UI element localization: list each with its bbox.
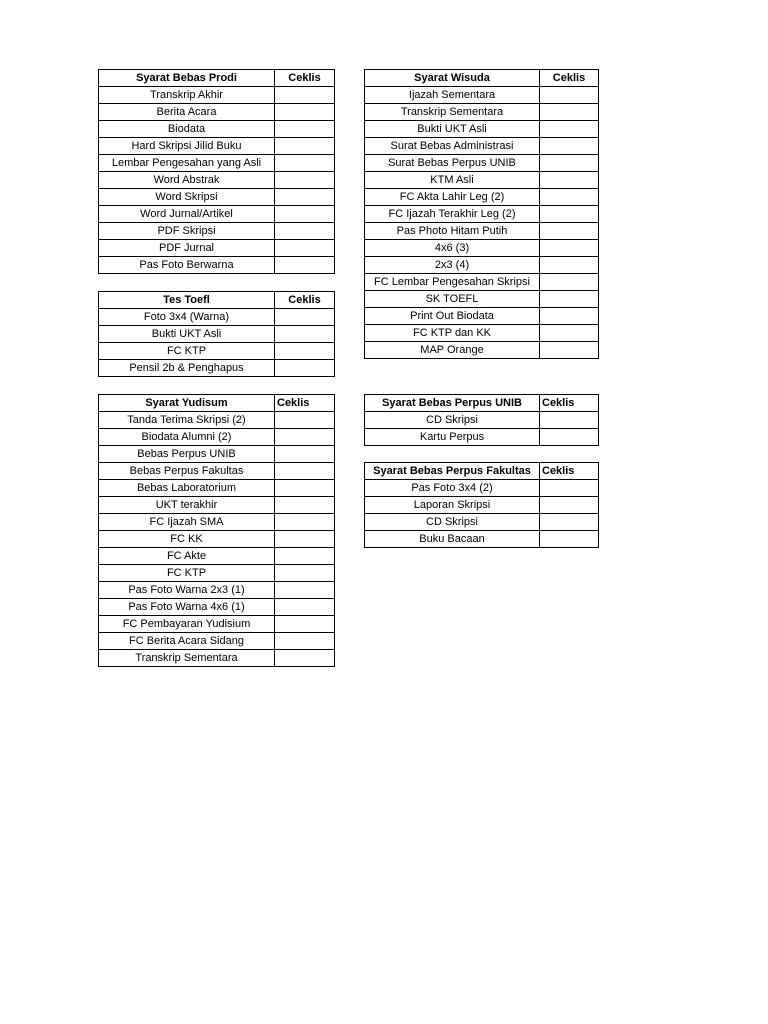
checklist-row bbox=[365, 104, 599, 121]
checklist-row bbox=[99, 633, 335, 650]
requirement-label: FC Akta Lahir Leg (2) bbox=[365, 189, 540, 206]
checklist-row bbox=[365, 138, 599, 155]
check-cell[interactable] bbox=[275, 497, 335, 514]
checklist-row bbox=[365, 429, 599, 446]
requirement-label: Bebas Perpus Fakultas bbox=[99, 463, 275, 480]
table-header-row bbox=[99, 292, 335, 309]
check-cell[interactable] bbox=[540, 480, 599, 497]
requirement-label: PDF Jurnal bbox=[99, 240, 275, 257]
checklist-row bbox=[99, 104, 335, 121]
requirement-label: FC Ijazah Terakhir Leg (2) bbox=[365, 206, 540, 223]
requirement-label: Surat Bebas Perpus UNIB bbox=[365, 155, 540, 172]
requirement-label: FC Pembayaran Yudisium bbox=[99, 616, 275, 633]
check-cell[interactable] bbox=[540, 104, 599, 121]
check-cell[interactable] bbox=[275, 343, 335, 360]
check-cell[interactable] bbox=[540, 223, 599, 240]
toefl-table bbox=[98, 291, 335, 377]
requirement-label: Pas Photo Hitam Putih bbox=[365, 223, 540, 240]
requirement-label: FC Akte bbox=[99, 548, 275, 565]
toefl-check-header: Ceklis bbox=[275, 292, 335, 309]
check-cell[interactable] bbox=[275, 172, 335, 189]
prodi-check-header: Ceklis bbox=[275, 70, 335, 87]
requirement-label: Bebas Perpus UNIB bbox=[99, 446, 275, 463]
checklist-row bbox=[365, 87, 599, 104]
check-cell[interactable] bbox=[275, 480, 335, 497]
perpus-fakultas-header: Syarat Bebas Perpus Fakultas bbox=[365, 463, 540, 480]
check-cell[interactable] bbox=[275, 429, 335, 446]
checklist-row bbox=[99, 548, 335, 565]
checklist-row bbox=[99, 343, 335, 360]
checklist-row bbox=[99, 240, 335, 257]
checklist-row bbox=[99, 531, 335, 548]
toefl-header: Tes Toefl bbox=[99, 292, 275, 309]
requirement-label: FC Lembar Pengesahan Skripsi bbox=[365, 274, 540, 291]
checklist-row bbox=[365, 325, 599, 342]
checklist-row bbox=[99, 189, 335, 206]
check-cell[interactable] bbox=[540, 429, 599, 446]
checklist-row bbox=[99, 172, 335, 189]
perpus-unib-header: Syarat Bebas Perpus UNIB bbox=[365, 395, 540, 412]
requirement-label: Word Skripsi bbox=[99, 189, 275, 206]
table-header-row bbox=[99, 70, 335, 87]
checklist-row bbox=[99, 514, 335, 531]
checklist-row bbox=[365, 274, 599, 291]
checklist-row bbox=[99, 429, 335, 446]
yudisium-check-header: Ceklis bbox=[275, 395, 335, 412]
requirement-label: Bukti UKT Asli bbox=[365, 121, 540, 138]
check-cell[interactable] bbox=[275, 463, 335, 480]
checklist-row bbox=[365, 412, 599, 429]
check-cell[interactable] bbox=[275, 599, 335, 616]
requirement-label: Pas Foto Berwarna bbox=[99, 257, 275, 274]
requirement-label: Lembar Pengesahan yang Asli bbox=[99, 155, 275, 172]
checklist-row bbox=[365, 223, 599, 240]
checklist-row bbox=[365, 514, 599, 531]
requirement-label: Biodata Alumni (2) bbox=[99, 429, 275, 446]
check-cell[interactable] bbox=[540, 274, 599, 291]
checklist-row bbox=[99, 412, 335, 429]
checklist-row bbox=[365, 240, 599, 257]
check-cell[interactable] bbox=[275, 633, 335, 650]
checklist-row bbox=[365, 189, 599, 206]
check-cell[interactable] bbox=[275, 121, 335, 138]
requirement-label: CD Skripsi bbox=[365, 412, 540, 429]
checklist-row bbox=[365, 497, 599, 514]
wisuda-header: Syarat Wisuda bbox=[365, 70, 540, 87]
checklist-row bbox=[99, 463, 335, 480]
checklist-row bbox=[99, 155, 335, 172]
checklist-row bbox=[99, 138, 335, 155]
yudisium-table bbox=[98, 394, 335, 667]
checklist-row bbox=[99, 223, 335, 240]
requirement-label: FC Ijazah SMA bbox=[99, 514, 275, 531]
requirement-label: Buku Bacaan bbox=[365, 531, 540, 548]
check-cell[interactable] bbox=[540, 121, 599, 138]
requirement-label: Bebas Laboratorium bbox=[99, 480, 275, 497]
check-cell[interactable] bbox=[540, 531, 599, 548]
check-cell[interactable] bbox=[275, 309, 335, 326]
requirement-label: FC KK bbox=[99, 531, 275, 548]
requirement-label: Pas Foto 3x4 (2) bbox=[365, 480, 540, 497]
checklist-row bbox=[365, 308, 599, 325]
checklist-row bbox=[99, 360, 335, 377]
requirement-label: FC Berita Acara Sidang bbox=[99, 633, 275, 650]
checklist-row bbox=[99, 257, 335, 274]
checklist-row bbox=[99, 497, 335, 514]
perpus-unib-table bbox=[364, 394, 599, 446]
check-cell[interactable] bbox=[275, 360, 335, 377]
check-cell[interactable] bbox=[540, 325, 599, 342]
requirement-label: MAP Orange bbox=[365, 342, 540, 359]
checklist-row bbox=[99, 87, 335, 104]
requirement-label: Ijazah Sementara bbox=[365, 87, 540, 104]
checklist-row bbox=[99, 326, 335, 343]
requirement-label: Transkrip Akhir bbox=[99, 87, 275, 104]
requirement-label: 2x3 (4) bbox=[365, 257, 540, 274]
checklist-row bbox=[365, 291, 599, 308]
requirement-label: Berita Acara bbox=[99, 104, 275, 121]
requirement-label: FC KTP dan KK bbox=[365, 325, 540, 342]
check-cell[interactable] bbox=[275, 412, 335, 429]
requirement-label: Print Out Biodata bbox=[365, 308, 540, 325]
checklist-row bbox=[365, 531, 599, 548]
check-cell[interactable] bbox=[540, 206, 599, 223]
table-header-row bbox=[99, 395, 335, 412]
check-cell[interactable] bbox=[275, 138, 335, 155]
check-cell[interactable] bbox=[275, 257, 335, 274]
checklist-row bbox=[365, 206, 599, 223]
requirement-label: Word Jurnal/Artikel bbox=[99, 206, 275, 223]
check-cell[interactable] bbox=[275, 531, 335, 548]
check-cell[interactable] bbox=[540, 514, 599, 531]
requirement-label: Pas Foto Warna 4x6 (1) bbox=[99, 599, 275, 616]
checklist-row bbox=[365, 257, 599, 274]
requirement-label: 4x6 (3) bbox=[365, 240, 540, 257]
check-cell[interactable] bbox=[275, 155, 335, 172]
checklist-row bbox=[99, 599, 335, 616]
check-cell[interactable] bbox=[540, 138, 599, 155]
checklist-row bbox=[99, 565, 335, 582]
requirement-label: Transkrip Sementara bbox=[365, 104, 540, 121]
perpus-fakultas-table bbox=[364, 462, 599, 548]
check-cell[interactable] bbox=[540, 257, 599, 274]
check-cell[interactable] bbox=[540, 189, 599, 206]
check-cell[interactable] bbox=[540, 342, 599, 359]
prodi-table bbox=[98, 69, 335, 274]
requirement-label: FC KTP bbox=[99, 343, 275, 360]
requirement-label: Surat Bebas Administrasi bbox=[365, 138, 540, 155]
check-cell[interactable] bbox=[275, 189, 335, 206]
check-cell[interactable] bbox=[540, 87, 599, 104]
perpus-unib-check-header: Ceklis bbox=[540, 395, 599, 412]
wisuda-check-header: Ceklis bbox=[540, 70, 599, 87]
check-cell[interactable] bbox=[540, 291, 599, 308]
requirement-label: SK TOEFL bbox=[365, 291, 540, 308]
prodi-header: Syarat Bebas Prodi bbox=[99, 70, 275, 87]
check-cell[interactable] bbox=[275, 616, 335, 633]
requirement-label: Word Abstrak bbox=[99, 172, 275, 189]
requirement-label: FC KTP bbox=[99, 565, 275, 582]
checklist-row bbox=[99, 121, 335, 138]
check-cell[interactable] bbox=[540, 240, 599, 257]
check-cell[interactable] bbox=[275, 87, 335, 104]
table-header-row bbox=[365, 463, 599, 480]
check-cell[interactable] bbox=[540, 172, 599, 189]
table-header-row bbox=[365, 70, 599, 87]
perpus-fakultas-check-header: Ceklis bbox=[540, 463, 599, 480]
check-cell[interactable] bbox=[275, 548, 335, 565]
check-cell[interactable] bbox=[275, 240, 335, 257]
requirement-label: Biodata bbox=[99, 121, 275, 138]
check-cell[interactable] bbox=[275, 223, 335, 240]
requirement-label: Tanda Terima Skripsi (2) bbox=[99, 412, 275, 429]
requirement-label: KTM Asli bbox=[365, 172, 540, 189]
checklist-row bbox=[99, 616, 335, 633]
check-cell[interactable] bbox=[540, 308, 599, 325]
check-cell[interactable] bbox=[275, 582, 335, 599]
requirement-label: Hard Skripsi Jilid Buku bbox=[99, 138, 275, 155]
requirement-label: Laporan Skripsi bbox=[365, 497, 540, 514]
checklist-row bbox=[365, 121, 599, 138]
check-cell[interactable] bbox=[540, 155, 599, 172]
check-cell[interactable] bbox=[275, 650, 335, 667]
requirement-label: Bukti UKT Asli bbox=[99, 326, 275, 343]
check-cell[interactable] bbox=[540, 497, 599, 514]
check-cell[interactable] bbox=[275, 446, 335, 463]
requirement-label: Kartu Perpus bbox=[365, 429, 540, 446]
requirement-label: Pas Foto Warna 2x3 (1) bbox=[99, 582, 275, 599]
check-cell[interactable] bbox=[275, 565, 335, 582]
requirement-label: Foto 3x4 (Warna) bbox=[99, 309, 275, 326]
requirement-label: PDF Skripsi bbox=[99, 223, 275, 240]
check-cell[interactable] bbox=[540, 412, 599, 429]
checklist-row bbox=[99, 309, 335, 326]
check-cell[interactable] bbox=[275, 326, 335, 343]
check-cell[interactable] bbox=[275, 206, 335, 223]
checklist-row bbox=[365, 155, 599, 172]
check-cell[interactable] bbox=[275, 104, 335, 121]
requirement-label: CD Skripsi bbox=[365, 514, 540, 531]
checklist-row bbox=[99, 206, 335, 223]
checklist-row bbox=[365, 172, 599, 189]
checklist-row bbox=[365, 480, 599, 497]
checklist-row bbox=[99, 480, 335, 497]
checklist-row bbox=[365, 342, 599, 359]
checklist-row bbox=[99, 582, 335, 599]
wisuda-table bbox=[364, 69, 599, 359]
checklist-row bbox=[99, 446, 335, 463]
checklist-row bbox=[99, 650, 335, 667]
requirement-label: UKT terakhir bbox=[99, 497, 275, 514]
requirement-label: Pensil 2b & Penghapus bbox=[99, 360, 275, 377]
table-header-row bbox=[365, 395, 599, 412]
check-cell[interactable] bbox=[275, 514, 335, 531]
requirement-label: Transkrip Sementara bbox=[99, 650, 275, 667]
yudisium-header: Syarat Yudisum bbox=[99, 395, 275, 412]
